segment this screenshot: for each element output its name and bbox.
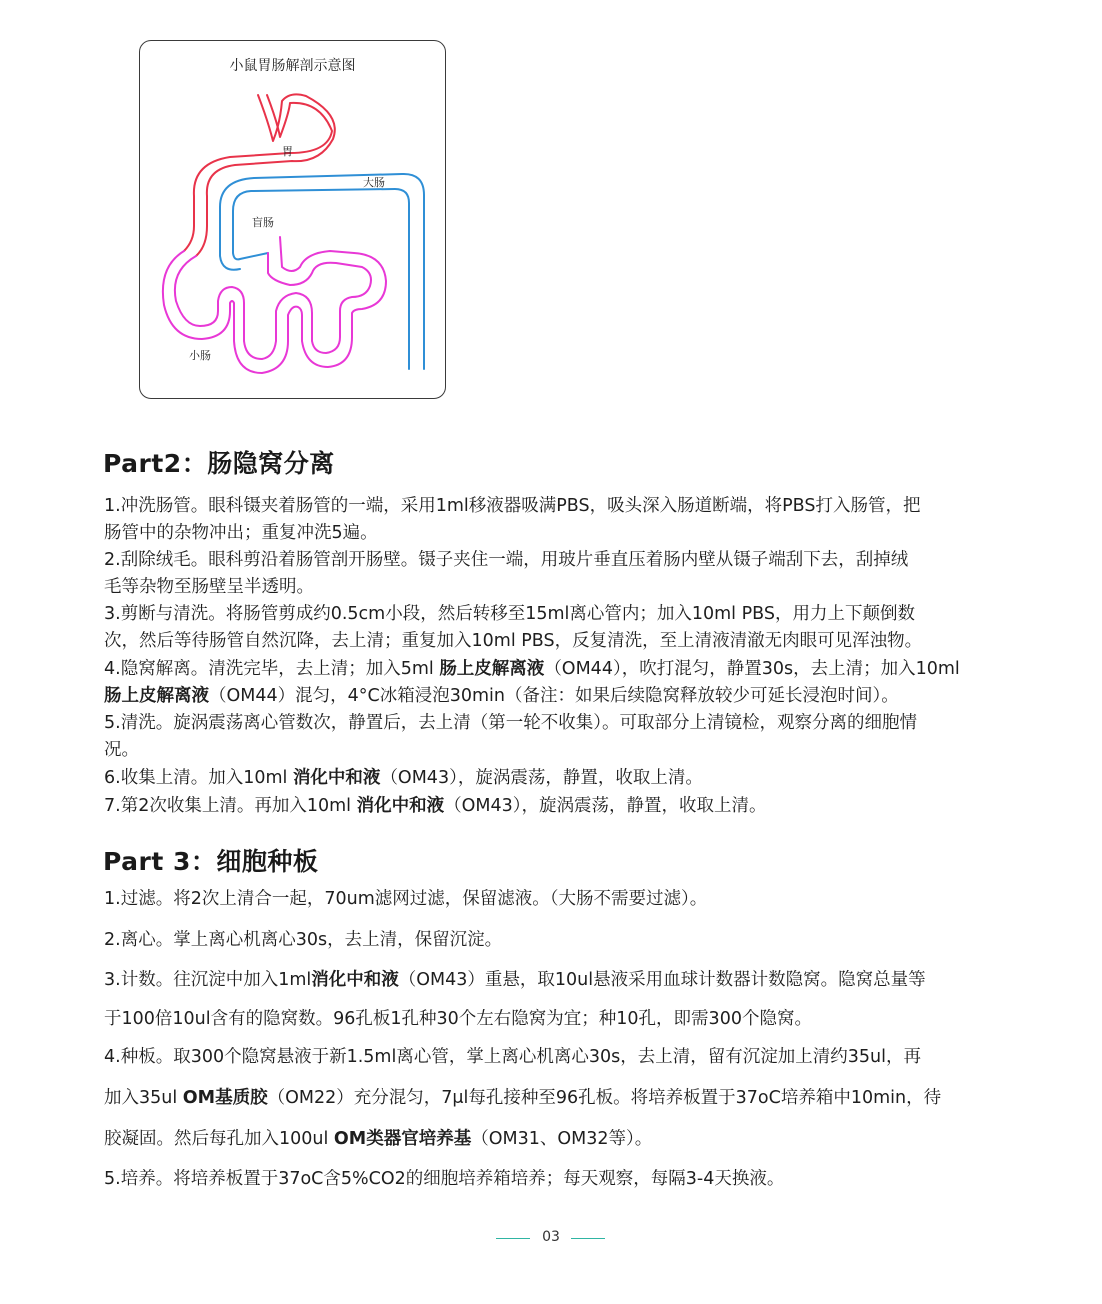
part2-line-2: 肠管中的杂物冲出；重复冲洗5遍。 (104, 523, 378, 543)
part2-line-6: 次，然后等待肠管自然沉降，去上清；重复加入10ml PBS，反复清洗，至上清液清澈无肉眼可见浑浊物。 (104, 631, 923, 651)
part2-line-8: 肠上皮解离液（OM44）混匀，4°C冰箱浸泡30min（备注：如果后续隐窝释放较少可延长浸泡时间）。 (104, 686, 899, 706)
page-number: 03 (542, 1229, 560, 1245)
part3-line-4: 于100倍10ul含有的隐窝数。96孔板1孔种30个左右隐窝为宜；种10孔，即需300个隐窝。 (104, 1009, 812, 1029)
part2-line-7: 4.隐窝解离。清洗完毕，去上清；加入5ml 肠上皮解离液（OM44），吹打混匀，静置30s，去上清；加入10ml (104, 659, 960, 679)
gut-illustration (140, 41, 447, 400)
part2-line-9: 5.清洗。旋涡震荡离心管数次，静置后，去上清（第一轮不收集）。可取部分上清镜检，观察分离的细胞情 (104, 713, 917, 733)
anatomy-diagram (139, 40, 446, 399)
part3-line-7: 胶凝固。然后每孔加入100ul OM类器官培养基（OM31、OM32等）。 (104, 1129, 653, 1149)
part2-line-5: 3.剪断与清洗。将肠管剪成约0.5cm小段，然后转移至15ml离心管内；加入10ml PBS，用力上下颠倒数 (104, 604, 915, 624)
part3-line-2: 2.离心。掌上离心机离心30s，去上清，保留沉淀。 (104, 930, 503, 950)
part2-line-10: 况。 (104, 740, 139, 760)
part2-line-1: 1.冲洗肠管。眼科镊夹着肠管的一端，采用1ml移液器吸满PBS，吸头深入肠道断端，将PBS打入肠管，把 (104, 496, 921, 516)
part2-line-4: 毛等杂物至肠壁呈半透明。 (104, 577, 314, 597)
small-intestine-label: 小肠 (189, 349, 211, 362)
cecum-label: 盲肠 (252, 216, 274, 229)
part3-line-3: 3.计数。往沉淀中加入1ml消化中和液（OM43）重悬，取10ul悬液采用血球计数器计数隐窝。隐窝总量等 (104, 970, 926, 990)
part2-line-3: 2.刮除绒毛。眼科剪沿着肠管剖开肠壁。镊子夹住一端，用玻片垂直压着肠内壁从镊子端刮下去，刮掉绒 (104, 550, 909, 570)
page-footer (0, 1228, 1102, 1248)
footer-line-right (571, 1238, 605, 1239)
stomach-tube (184, 94, 335, 256)
large-intestine-tube (220, 174, 424, 369)
large-intestine-label: 大肠 (363, 176, 385, 189)
part3-line-1: 1.过滤。将2次上清合一起，70um滤网过滤，保留滤液。（大肠不需要过滤）。 (104, 889, 708, 909)
part2-line-12: 7.第2次收集上清。再加入10ml 消化中和液（OM43），旋涡震荡，静置，收取上清。 (104, 796, 767, 816)
part3-line-6: 加入35ul OM基质胶（OM22）充分混匀，7μl每孔接种至96孔板。将培养板置于37oC培养箱中10min，待 (104, 1088, 942, 1108)
part3-heading: Part 3：细胞种板 (103, 847, 319, 876)
stomach-label: 胃 (282, 145, 293, 158)
part3-line-8: 5.培养。将培养板置于37oC含5%CO2的细胞培养箱培养；每天观察，每隔3-4天换液。 (104, 1169, 785, 1189)
part2-line-11: 6.收集上清。加入10ml 消化中和液（OM43），旋涡震荡，静置，收取上清。 (104, 768, 703, 788)
part3-line-5: 4.种板。取300个隐窝悬液于新1.5ml离心管，掌上离心机离心30s，去上清，留有沉淀加上清约35ul，再 (104, 1047, 921, 1067)
part2-heading: Part2：肠隐窝分离 (103, 449, 335, 478)
diagram-title: 小鼠胃肠解剖示意图 (229, 58, 356, 74)
